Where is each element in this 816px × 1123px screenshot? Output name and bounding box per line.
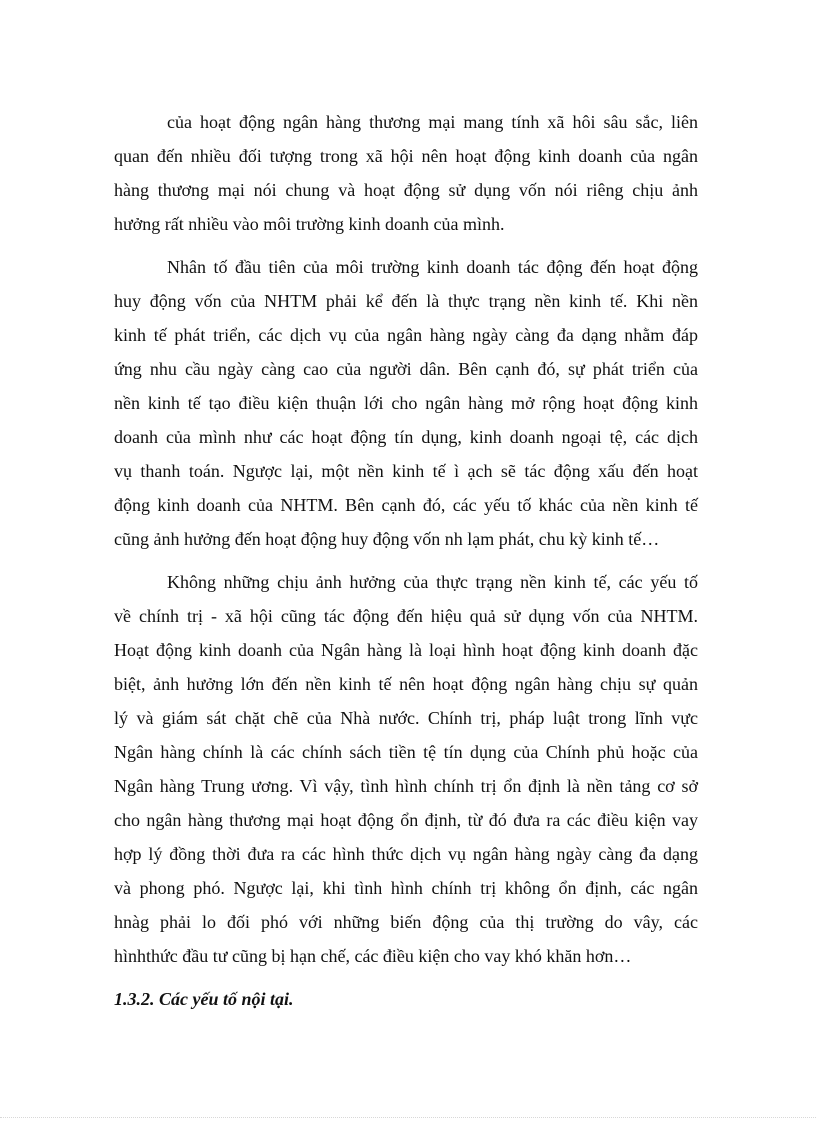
paragraph-2-line-8: động kinh doanh của NHTM. Bên cạnh đó, các yếu tố khác của nền kinh tế	[114, 495, 698, 515]
paragraph-2-line-5: nền kinh tế tạo điều kiện thuận lới cho ngân hàng mở rộng hoạt động kinh	[114, 393, 698, 413]
paragraph-3-line-1: Không những chịu ảnh hưởng của thực trạng nền kinh tế, các yếu tố	[167, 572, 698, 592]
paragraph-1-line-2: quan đến nhiều đối tượng trong xã hội nên hoạt động kinh doanh của ngân	[114, 146, 698, 166]
paragraph-3-line-10: và phong phó. Ngược lại, khi tình hình chính trị không ổn định, các ngân	[114, 878, 698, 898]
paragraph-2-line-3: kinh tế phát triển, các dịch vụ của ngân hàng ngày càng đa dạng nhằm đáp	[114, 325, 698, 345]
paragraph-2-line-9: cũng ảnh hưởng đến hoạt động huy động vốn nh lạm phát, chu kỳ kinh tế…	[114, 529, 660, 549]
paragraph-2-line-7: vụ thanh toán. Ngược lại, một nền kinh tế ì ạch sẽ tác động xấu đến hoạt	[114, 461, 698, 481]
paragraph-1-line-3: hàng thương mại nói chung và hoạt động sử dụng vốn nói riêng chịu ảnh	[114, 180, 698, 200]
paragraph-2-line-2: huy động vốn của NHTM phải kể đến là thực trạng nền kinh tế. Khi nền	[114, 291, 698, 311]
section-heading: 1.3.2. Các yếu tố nội tại.	[114, 989, 294, 1009]
paragraph-3-line-7: Ngân hàng Trung ương. Vì vậy, tình hình chính trị ổn định là nền tảng cơ sở	[114, 776, 698, 796]
paragraph-2-line-1: Nhân tố đầu tiên của môi trường kinh doanh tác động đến hoạt động	[167, 257, 698, 277]
paragraph-3-line-3: Hoạt động kinh doanh của Ngân hàng là loại hình hoạt động kinh doanh đặc	[114, 640, 698, 660]
paragraph-3-line-4: biệt, ảnh hưởng lớn đến nền kinh tế nên hoạt động ngân hàng chịu sự quản	[114, 674, 698, 694]
paragraph-3-line-2: về chính trị - xã hội cũng tác động đến hiệu quả sử dụng vốn của NHTM.	[114, 606, 698, 626]
paragraph-3-line-12: hìnhthức đầu tư cũng bị hạn chế, các điều kiện cho vay khó khăn hơn…	[114, 946, 632, 966]
paragraph-3-line-6: Ngân hàng chính là các chính sách tiền tệ tín dụng của Chính phủ hoặc của	[114, 742, 698, 762]
paragraph-1-line-1: của hoạt động ngân hàng thương mại mang tính xã hôi sâu sắc, liên	[167, 112, 698, 132]
paragraph-3-line-5: lý và giám sát chặt chẽ của Nhà nước. Chính trị, pháp luật trong lĩnh vực	[114, 708, 698, 728]
paragraph-2-line-4: ứng nhu cầu ngày càng cao của người dân. Bên cạnh đó, sự phát triển của	[114, 359, 698, 379]
paragraph-3-line-11: hnàg phải lo đối phó với những biến động của thị trường do vây, các	[114, 912, 698, 932]
paragraph-3-line-8: cho ngân hàng thương mại hoạt động ổn định, từ đó đưa ra các điều kiện vay	[114, 810, 698, 830]
page-bottom-divider	[0, 1117, 816, 1118]
paragraph-1-line-4: hưởng rất nhiều vào môi trường kinh doanh của mình.	[114, 214, 505, 234]
paragraph-3-line-9: hợp lý đồng thời đưa ra các hình thức dịch vụ ngân hàng ngày càng đa dạng	[114, 844, 698, 864]
paragraph-2-line-6: doanh của mình như các hoạt động tín dụng, kinh doanh ngoại tệ, các dịch	[114, 427, 698, 447]
